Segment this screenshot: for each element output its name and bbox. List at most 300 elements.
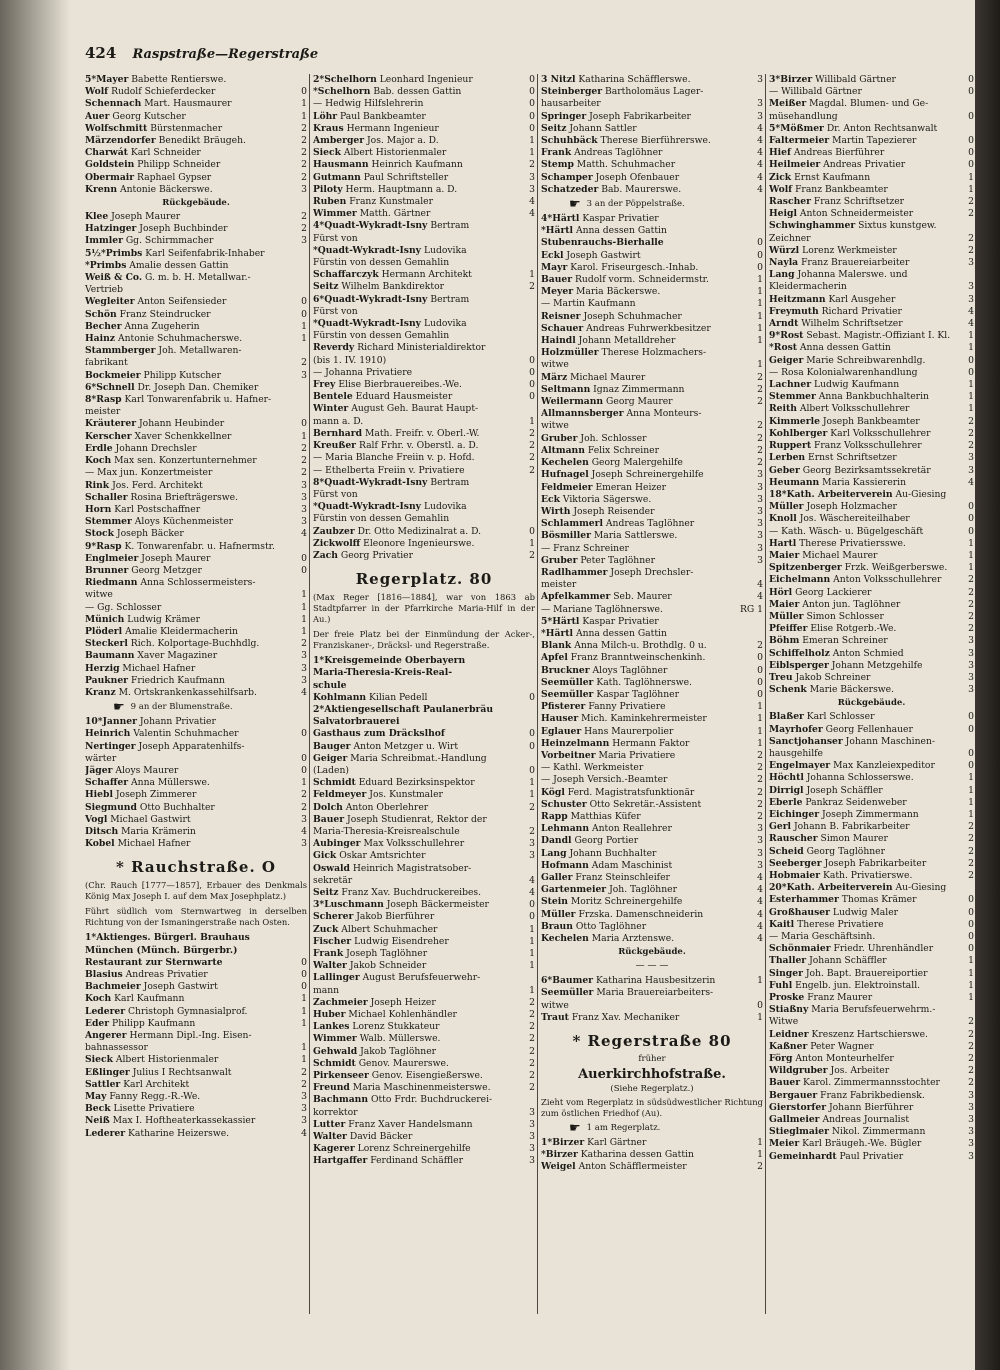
entry-text [769, 858, 963, 870]
entry-surname: Frank [313, 948, 344, 959]
entry-details: Joseph Studienrat, Rektor der [347, 813, 487, 825]
directory-entry [541, 237, 763, 249]
directory-entry [85, 687, 307, 699]
entry-text [85, 765, 296, 777]
entry-surname: Apfel [541, 652, 568, 664]
entry-surname: Englmeier [85, 552, 139, 564]
entry-details: Georg Privatier [340, 549, 414, 561]
entry-floor: 1 [529, 777, 535, 789]
entry-surname: Stock [85, 528, 114, 540]
entry-details: Albert Schuhmacher [341, 923, 438, 935]
entry-details: Anna dessen Gattin [575, 225, 667, 237]
cross-reference [541, 197, 763, 213]
entry-details: Frzk. Weißgerberswe. [844, 562, 948, 574]
directory-entry [313, 159, 535, 171]
entry-floor: 2 [968, 870, 974, 881]
directory-entry [85, 614, 307, 626]
entry-details: Vertrieb [85, 284, 123, 296]
entry-details: Kath. Privatierswe. [823, 870, 913, 881]
entry-details: Fürst von [313, 488, 358, 500]
entry-text [541, 811, 752, 823]
directory-entry [85, 826, 307, 838]
directory-entry [769, 1041, 974, 1053]
entry-floor: 2 [529, 1082, 535, 1094]
directory-entry [85, 981, 307, 993]
entry-surname: Hausmann [313, 159, 369, 171]
entry-floor: 0 [529, 899, 535, 911]
entry-surname: Mayr [541, 261, 568, 273]
entry-text [313, 1143, 524, 1155]
entry-floor: 3 [968, 659, 974, 671]
entry-text [769, 611, 963, 623]
entry-surname: Kerscher [85, 430, 132, 442]
entry-floor: 0 [968, 86, 974, 98]
directory-entry [313, 318, 535, 330]
entry-surname: Maier [769, 549, 800, 561]
entry-text [769, 1004, 963, 1016]
entry-details: Georg Metzger [131, 564, 202, 576]
entry-surname: Herzig [85, 662, 120, 674]
entry-details: Fürstin von dessen Gemahlin [313, 257, 450, 269]
entry-details: Joh. Schlosser [580, 432, 647, 444]
entry-details: Emeran Heizer [595, 481, 667, 493]
entry-text [541, 860, 752, 872]
entry-text [769, 980, 963, 992]
entry-floor: 3 [301, 650, 307, 662]
entry-text [541, 408, 752, 420]
entry-text [769, 355, 963, 367]
directory-entry [541, 713, 763, 725]
entry-details: David Bäcker [349, 1131, 413, 1143]
entry-text [85, 443, 296, 455]
entry-floor: 0 [757, 237, 763, 249]
entry-surname: Schenk [769, 684, 807, 696]
entry-text [541, 213, 752, 225]
entry-details: witwe [541, 359, 569, 371]
entry-text [85, 802, 296, 814]
entry-floor: 1 [757, 274, 763, 286]
directory-entry [85, 394, 307, 406]
directory-entry [769, 1004, 974, 1016]
entry-floor: 1 [301, 1017, 307, 1029]
entry-surname: Aubinger [313, 838, 361, 850]
entry-surname: Hörl [769, 586, 793, 598]
entry-floor: 0 [301, 956, 307, 968]
entry-text [85, 492, 296, 504]
entry-floor: 0 [301, 296, 307, 308]
directory-entry [769, 623, 974, 635]
directory-entry [313, 1070, 535, 1082]
entry-text [769, 147, 963, 159]
directory-entry [769, 1053, 974, 1065]
entry-details: Ernst Kaufmann [794, 171, 871, 183]
directory-entry [769, 111, 974, 123]
entry-floor: 1 [757, 1137, 763, 1149]
directory-entry [541, 123, 763, 135]
directory-entry [85, 626, 307, 638]
entry-surname: 1*Birzer [541, 1137, 585, 1149]
entry-floor: 2 [529, 1021, 535, 1033]
directory-entry [769, 367, 974, 379]
directory-entry [769, 208, 974, 220]
entry-surname: 9*Rasp [85, 540, 122, 552]
entry-details: wärter [85, 752, 117, 764]
entry-surname: Blank [541, 640, 572, 652]
entry-details: witwe [85, 589, 113, 601]
directory-entry [769, 428, 974, 440]
directory-entry [769, 711, 974, 723]
entry-floor: 0 [968, 110, 974, 122]
entry-surname: Horn [85, 503, 112, 515]
directory-entry [769, 1151, 974, 1163]
entry-text [541, 384, 752, 396]
entry-details: Albert Volksschullehrer [799, 403, 910, 415]
directory-entry [313, 184, 535, 196]
entry-details: Oskar Amtsrichter [339, 850, 426, 862]
entry-text [541, 652, 752, 664]
entry-text [769, 1114, 963, 1126]
entry-details: Georg Bezirksamtssekretär [802, 464, 931, 476]
directory-entry [541, 184, 763, 196]
directory-entry [313, 1009, 535, 1021]
entry-text [769, 894, 963, 906]
entry-surname: Huber [313, 1009, 346, 1021]
entry-floor: 1 [757, 1011, 763, 1023]
entry-details: Engelb. jun. Elektroinstall. [795, 979, 921, 991]
entry-details: Johanna Malerswe. und [797, 269, 908, 281]
directory-entry [313, 123, 535, 135]
entry-surname: *Quadt-Wykradt-Isny [313, 318, 422, 330]
entry-details: Anna Bankbuchhalterin [818, 391, 929, 403]
directory-entry [85, 504, 307, 516]
entry-details: Maria Sattlerswe. [593, 530, 678, 542]
entry-details: Dr. Otto Medizinalrat a. D. [357, 525, 482, 537]
entry-surname: Wildgruber [769, 1065, 828, 1077]
entry-details: Eleonore Ingenieurswe. [363, 537, 475, 549]
entry-details: Johann Bierführer [828, 1101, 914, 1113]
entry-surname: Eckl [541, 249, 564, 261]
entry-details: Franz Steindrucker [119, 308, 211, 320]
entry-floor: 1 [757, 310, 763, 322]
directory-entry [541, 799, 763, 811]
directory-entry [769, 943, 974, 955]
entry-surname: Zachmeier [313, 996, 368, 1008]
entry-text [313, 960, 524, 972]
entry-details: Joseph Schreinergehilfe [591, 469, 704, 481]
entry-text [85, 111, 296, 123]
entry-text [541, 469, 752, 481]
entry-details: Bab. Maurerswe. [601, 183, 682, 195]
entry-details: Xaver Magaziner [137, 650, 218, 662]
entry-surname: Großhauser [769, 906, 830, 918]
directory-entry [541, 726, 763, 738]
entry-details: Otto Frdr. Buchdruckerei- [370, 1094, 493, 1106]
entry-floor: 3 [301, 503, 307, 515]
entry-floor: 0 [529, 379, 535, 391]
entry-surname: Lehmann [541, 823, 590, 835]
entry-surname: Lederer [85, 1005, 126, 1017]
entry-text [85, 480, 296, 492]
entry-details: Johann B. Fabrikarbeiter [793, 821, 910, 833]
directory-entry [313, 526, 535, 538]
entry-surname: Oswald [313, 862, 350, 874]
entry-floor: 2 [529, 1045, 535, 1057]
entry-text [85, 565, 296, 577]
directory-entry [85, 638, 307, 650]
entry-text [541, 420, 752, 432]
entry-text [313, 318, 524, 330]
entry-details: witwe [541, 999, 569, 1011]
entry-surname: Scheid [769, 845, 804, 857]
entry-text [313, 526, 524, 538]
entry-surname: Ditsch [85, 825, 119, 837]
entry-details: Joseph Bankbeamter [822, 415, 920, 427]
entry-floor: 2 [301, 442, 307, 454]
entry-details: Frzska. Damenschneiderin [578, 908, 704, 920]
entry-surname: Jäger [85, 764, 113, 776]
directory-entry [769, 1138, 974, 1150]
entry-surname: Steinberger [541, 86, 603, 98]
entry-details: Rosina Briefträgerswe. [130, 491, 238, 503]
directory-entry [541, 604, 763, 616]
entry-floor: 2 [757, 798, 763, 810]
entry-floor: 1 [529, 269, 535, 281]
entry-surname: Wolfschmitt [85, 122, 148, 134]
entry-text [85, 1042, 296, 1054]
directory-entry [313, 477, 535, 489]
directory-entry [85, 480, 307, 492]
entry-surname: 4*Härtl [541, 213, 580, 225]
entry-details: — Ethelberta Freiin v. Privatiere [313, 464, 465, 476]
entry-floor: 2 [757, 762, 763, 774]
entry-text [541, 555, 752, 567]
directory-entry [541, 909, 763, 921]
entry-details: Johann Heubinder [139, 418, 225, 430]
entry-floor: 4 [757, 908, 763, 920]
directory-entry [313, 172, 535, 184]
entry-details: Moritz Schreinergehilfe [570, 896, 683, 908]
entry-details: Mart. Hausmaurer [144, 98, 232, 110]
entry-surname: Klee [85, 211, 109, 223]
entry-text [85, 728, 296, 740]
directory-entry [769, 135, 974, 147]
entry-floor: 3 [529, 1143, 535, 1155]
entry-text [541, 1000, 752, 1012]
directory-entry [769, 821, 974, 833]
entry-surname: Esterhammer [769, 894, 839, 906]
entry-details: Wilhelm Schriftsetzer [801, 318, 903, 330]
entry-floor: 2 [757, 810, 763, 822]
entry-floor: 0 [757, 664, 763, 676]
entry-floor: 3 [301, 1103, 307, 1115]
entry-floor: 2 [301, 357, 307, 369]
entry-text [541, 396, 752, 408]
entry-surname: Neiß [85, 1115, 110, 1127]
entry-text [85, 1128, 296, 1140]
entry-floor: 3 [301, 1091, 307, 1103]
entry-text [541, 482, 752, 494]
entry-floor: 3 [301, 479, 307, 491]
directory-entry [85, 223, 307, 235]
entry-details: Valentin Schuhmacher [133, 728, 239, 740]
entry-text [313, 1046, 524, 1058]
entry-details: Simon Maurer [820, 833, 888, 845]
entry-details: Andreas Fuhrwerkbesitzer [586, 322, 711, 334]
entry-floor: 3 [529, 183, 535, 195]
directory-entry [85, 357, 307, 369]
entry-surname: *Birzer [541, 1149, 578, 1161]
directory-entry [313, 692, 535, 704]
entry-surname: Arndt [769, 318, 799, 330]
entry-floor: 0 [529, 366, 535, 378]
entry-text [541, 665, 752, 677]
entry-text [313, 98, 524, 110]
entry-text [313, 838, 524, 850]
entry-text [313, 355, 524, 367]
directory-entry [313, 716, 535, 728]
directory-entry [541, 921, 763, 933]
directory-entry [541, 159, 763, 171]
entry-floor: 1 [301, 625, 307, 637]
entry-floor: 2 [757, 383, 763, 395]
entry-floor: 4 [968, 476, 974, 488]
entry-text [85, 993, 296, 1005]
entry-text [313, 692, 524, 704]
entry-text [769, 403, 963, 415]
entry-text [85, 1079, 296, 1091]
directory-entry [85, 443, 307, 455]
entry-text [541, 147, 752, 159]
entry-text [541, 1161, 752, 1173]
directory-entry [313, 220, 535, 232]
entry-text [769, 992, 963, 1004]
entry-floor: 4 [968, 318, 974, 330]
entry-surname: Piloty [313, 183, 343, 195]
directory-entry [85, 1067, 307, 1079]
entry-details: Joseph Fabrikarbeiter [824, 857, 927, 869]
entry-surname: Holzmüller [541, 347, 599, 359]
entry-surname: Bruckner [541, 664, 590, 676]
entry-text [313, 1119, 524, 1131]
entry-surname: Immler [85, 235, 123, 247]
entry-floor: 3 [757, 469, 763, 481]
directory-entry [85, 728, 307, 740]
entry-surname: Krenn [85, 183, 118, 195]
entry-floor: 4 [757, 591, 763, 603]
entry-surname: Rascher [769, 196, 811, 208]
directory-entry [85, 382, 307, 394]
entry-floor: 2 [529, 427, 535, 439]
entry-surname: Kräuterer [85, 418, 137, 430]
directory-entry [85, 98, 307, 110]
entry-text [313, 452, 524, 464]
directory-entry [313, 440, 535, 452]
entry-details: Bertram [430, 220, 470, 232]
entry-floor: 2 [301, 455, 307, 467]
entry-floor: 0 [968, 943, 974, 955]
entry-text [769, 672, 963, 684]
entry-text [769, 159, 963, 171]
entry-text [313, 342, 524, 354]
entry-details: Therese Privatiersswe. [799, 537, 906, 549]
entry-floor: 1 [529, 135, 535, 147]
entry-text [541, 896, 752, 908]
directory-entry [313, 1107, 535, 1119]
entry-floor: 0 [301, 308, 307, 320]
entry-details: Otto Buchhalter [139, 801, 215, 813]
entry-text [769, 550, 963, 562]
directory-entry [541, 274, 763, 286]
entry-details: Emeran Schreiner [802, 635, 888, 647]
entry-details: Karl Architekt [123, 1078, 190, 1090]
entry-floor: 1 [757, 1149, 763, 1161]
entry-floor: 1 [757, 713, 763, 725]
directory-entry [769, 452, 974, 464]
directory-entry [541, 616, 763, 628]
entry-details: Joseph Taglöhner [346, 948, 428, 959]
entry-floor: 3 [968, 1101, 974, 1113]
entry-text [313, 440, 524, 452]
entry-surname: Vorbeitner [541, 749, 596, 761]
entry-floor: 3 [757, 859, 763, 871]
entry-floor: 3 [529, 1155, 535, 1167]
entry-surname: Springer [541, 110, 587, 122]
entry-text [85, 1115, 296, 1127]
entry-text [541, 225, 752, 237]
entry-surname: Pirkenseer [313, 1070, 369, 1082]
directory-entry [541, 665, 763, 677]
entry-text [313, 826, 524, 838]
entry-details: Viktoria Sägerswe. [562, 493, 652, 505]
entry-details: Franz Steinschleifer [575, 872, 670, 883]
directory-entry [85, 74, 307, 86]
entry-text [85, 741, 296, 753]
entry-details: Ludwig Eisendreher [354, 935, 449, 947]
entry-details: Karl Schneider [130, 147, 201, 159]
entry-surname: Lerben [769, 452, 806, 464]
section-subheading: Rückgebäude. [837, 698, 906, 709]
entry-text [85, 172, 296, 184]
entry-text [85, 260, 296, 272]
entry-details: Aloys Maurer [115, 764, 179, 776]
entry-text [313, 172, 524, 184]
entry-details: Anton Reallehrer [591, 823, 672, 835]
entry-floor: 2 [968, 440, 974, 452]
entry-surname: Kaitl [769, 918, 795, 930]
entry-text [769, 74, 963, 86]
directory-entry [313, 802, 535, 814]
entry-text [541, 975, 752, 987]
entry-text [85, 577, 296, 589]
directory-entry [541, 286, 763, 298]
entry-details: Maria Maschinenmeisterswe. [352, 1082, 491, 1094]
entry-text [313, 1107, 524, 1119]
entry-surname: Reith [769, 403, 797, 415]
entry-text [313, 814, 524, 826]
entry-details: August Geh. Baurat Haupt- [351, 403, 479, 415]
entry-surname: Leidner [769, 1028, 809, 1040]
entry-details: Otto Taglöhner [575, 920, 647, 932]
directory-entry [541, 677, 763, 689]
directory-entry [313, 936, 535, 948]
street-description: (Chr. Rauch [1777—1857], Erbauer des Denkmals König Max Joseph I. auf dem Max Josephplatz.) [85, 880, 307, 902]
entry-surname: Meyer [541, 286, 574, 298]
entry-surname: Nayla [769, 257, 799, 269]
entry-details: Fanny Privatiere [588, 701, 666, 713]
entry-floor: 2 [757, 420, 763, 432]
entry-text [769, 882, 963, 894]
entry-text [769, 684, 963, 696]
